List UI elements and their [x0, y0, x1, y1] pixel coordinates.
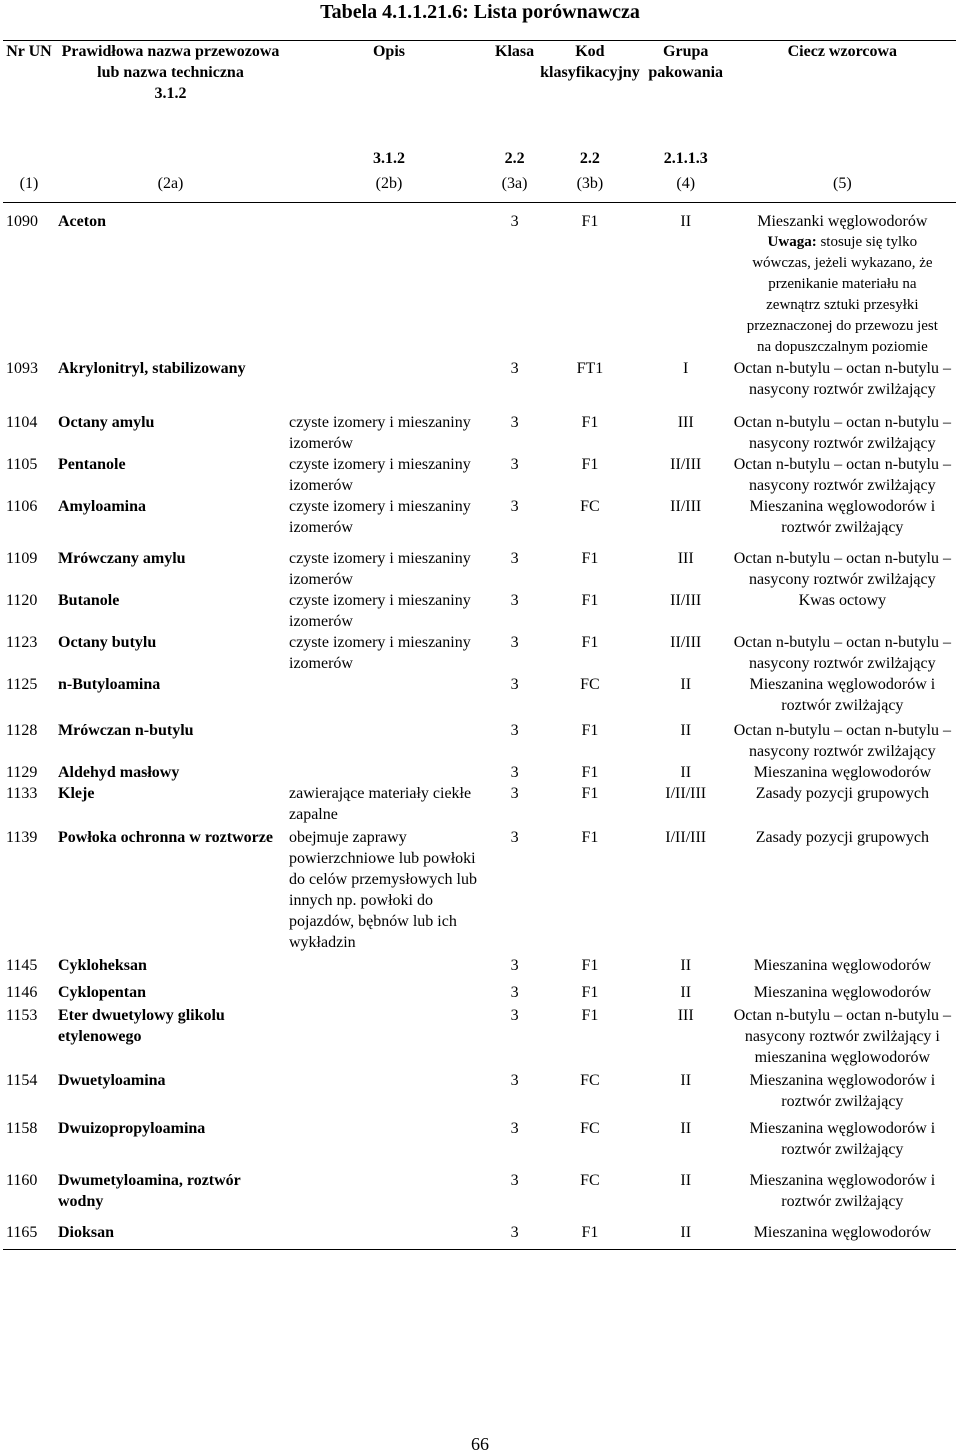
cell-grupa: II/III: [670, 634, 702, 651]
cell-klasa: 3: [510, 957, 519, 974]
cell-kod: F1: [581, 592, 599, 609]
cell-opis: [286, 674, 492, 716]
cell-klasa: 3: [510, 1120, 519, 1137]
cell-kod: F1: [581, 213, 599, 230]
cell-opis: [286, 1005, 492, 1068]
cell-kod: FC: [580, 1172, 600, 1189]
cell-opis: czyste izomery i mieszaniny izomerów: [289, 456, 471, 494]
cell-grupa: III: [677, 1007, 694, 1024]
cell-ciecz: Octan n-butylu – octan n-butylu –nasycony roztwór zwilżający: [733, 722, 951, 760]
spacer-cell: [3, 400, 956, 412]
cell-kod: F1: [581, 634, 599, 651]
table-row: [3, 548, 956, 590]
comparison-table: [3, 40, 956, 1256]
cell-grupa: II: [680, 984, 692, 1001]
cell-opis: obejmuje zaprawy powierzchniowe lub powłoki do celów przemysłowych lub innych np. powłoki do pojazdów, bębnów lub ich wykładzin: [289, 829, 477, 951]
cell-opis: [286, 720, 492, 762]
cell-ciecz: Octan n-butylu – octan n-butylu –nasycony roztwór zwilżający: [733, 550, 951, 588]
cell-kod: F1: [581, 414, 599, 431]
cell-klasa: 3: [510, 456, 519, 473]
cell-grupa: II/III: [670, 498, 702, 515]
table-row: [3, 203, 956, 359]
table-row: [3, 1222, 956, 1250]
cell-grupa: II/III: [670, 456, 702, 473]
cell-grupa: I: [683, 360, 689, 377]
table-row: [3, 674, 956, 716]
cell-nr: 1133: [6, 785, 38, 802]
cell-klasa: 3: [510, 1172, 519, 1189]
header-kod: [537, 41, 643, 170]
cell-opis: [286, 1070, 492, 1112]
spacer-cell: [3, 538, 956, 548]
note-text: stosuje się tylko wówczas, jeżeli wykazano, że przenikanie materiału na zewnątrz sztuki przesyłki przeznaczonej do przewozu jest na dopuszczalnym poziomie: [746, 234, 938, 355]
column-number: (2b): [286, 169, 492, 203]
cell-klasa: 3: [510, 213, 519, 230]
cell-kod: F1: [581, 722, 599, 739]
cell-nr: 1109: [6, 550, 38, 567]
cell-grupa: II: [680, 722, 692, 739]
cell-klasa: 3: [510, 1007, 519, 1024]
spacer-cell: [3, 1160, 956, 1170]
header-opis: [286, 41, 492, 170]
header-kod-label: Kod klasyfikacyjny: [540, 43, 640, 81]
cell-kod: FC: [580, 1120, 600, 1137]
row-spacer: [3, 538, 956, 548]
cell-kod: F1: [581, 1007, 599, 1024]
cell-ciecz: Mieszanina węglowodorów: [753, 764, 931, 781]
column-number: (3b): [537, 169, 643, 203]
cell-grupa: II: [680, 1120, 692, 1137]
table-row: [3, 496, 956, 538]
cell-opis: [286, 762, 492, 783]
cell-kod: F1: [581, 456, 599, 473]
cell-name: Pentanole: [58, 456, 126, 473]
header-opis-label: Opis: [372, 43, 405, 60]
header-klasa: [492, 41, 537, 170]
cell-ciecz: Octan n-butylu – octan n-butylu –nasycony roztwór zwilżający: [733, 360, 951, 398]
cell-klasa: 3: [510, 550, 519, 567]
cell-grupa: III: [677, 414, 694, 431]
cell-opis: [286, 1170, 492, 1212]
cell-nr: 1106: [6, 498, 38, 515]
cell-name: Octany butylu: [58, 634, 157, 651]
cell-klasa: 3: [492, 1222, 537, 1250]
cell-nr: 1123: [6, 634, 38, 651]
cell-name: Dwuizopropyloamina: [58, 1120, 206, 1137]
cell-ciecz: Zasady pozycji grupowych: [755, 829, 929, 846]
cell-nr: 1165: [3, 1222, 55, 1250]
cell-nr: 1139: [6, 829, 38, 846]
spacer-cell: [3, 1250, 956, 1257]
cell-name: Eter dwuetylowy glikolu etylenowego: [58, 1007, 225, 1045]
cell-name: Dwuetyloamina: [58, 1072, 166, 1089]
header-opis-ref: 3.1.2: [373, 150, 405, 167]
cell-name: Powłoka ochronna w roztworze: [58, 829, 273, 846]
cell-name: Aldehyd masłowy: [58, 764, 180, 781]
cell-klasa: 3: [510, 984, 519, 1001]
cell-klasa: 3: [510, 785, 519, 802]
spacer-cell: [3, 1212, 956, 1222]
cell-opis: [286, 1118, 492, 1160]
cell-name: Mrówczan n-butylu: [58, 722, 194, 739]
cell-grupa: II: [680, 213, 692, 230]
column-number: (2a): [55, 169, 286, 203]
header-row: [3, 41, 956, 170]
cell-ciecz: [729, 203, 956, 359]
cell-ciecz: Zasady pozycji grupowych: [755, 785, 929, 802]
cell-nr: 1160: [6, 1172, 38, 1189]
cell-ciecz: Mieszanina węglowodorów: [753, 984, 931, 1001]
cell-ciecz: Mieszanina węglowodorów i roztwór zwilżający: [749, 676, 936, 714]
cell-klasa: 3: [510, 829, 519, 846]
header-grupa: [643, 41, 729, 170]
cell-nr: 1146: [6, 984, 38, 1001]
cell-grupa: II: [680, 676, 692, 693]
cell-nr: 1104: [6, 414, 38, 431]
cell-grupa: II: [680, 957, 692, 974]
cell-opis: czyste izomery i mieszaniny izomerów: [289, 414, 471, 452]
column-number: (4): [643, 169, 729, 203]
table-row: [3, 454, 956, 496]
cell-kod: F1: [581, 984, 599, 1001]
header-klasa-label: Klasa: [495, 43, 535, 60]
cell-nr: 1090: [6, 213, 38, 230]
cell-grupa: II: [680, 764, 692, 781]
cell-ciecz: Mieszanina węglowodorów i roztwór zwilżający: [749, 1172, 936, 1210]
table-row: [3, 1170, 956, 1212]
cell-grupa: II: [643, 1222, 729, 1250]
cell-name: Dwumetyloamina, roztwór wodny: [58, 1172, 241, 1210]
cell-ciecz: Octan n-butylu – octan n-butylu –nasycony roztwór zwilżający: [733, 414, 951, 452]
cell-nr: 1093: [6, 360, 38, 377]
table-row: [3, 982, 956, 1003]
cell-opis: [286, 955, 492, 976]
cell-ciecz: Mieszanina węglowodorów: [729, 1222, 956, 1250]
cell-grupa: II: [680, 1172, 692, 1189]
cell-name: Butanole: [58, 592, 120, 609]
cell-nr: 1145: [6, 957, 38, 974]
row-spacer: [3, 1212, 956, 1222]
cell-ciecz: Mieszanina węglowodorów i roztwór zwilżający: [749, 1120, 936, 1158]
table-row: [3, 1005, 956, 1068]
column-number: (5): [729, 169, 956, 203]
cell-name: Cyklopentan: [58, 984, 147, 1001]
cell-klasa: 3: [510, 722, 519, 739]
cell-opis: [286, 358, 492, 400]
table-row: [3, 827, 956, 953]
header-ciecz: Ciecz wzorcowa: [729, 41, 956, 170]
cell-name: Mrówczany amylu: [58, 550, 186, 567]
ciecz-note: [732, 232, 953, 358]
cell-nr: 1105: [6, 456, 38, 473]
cell-kod: F1: [581, 764, 599, 781]
cell-grupa: I/II/III: [665, 785, 707, 802]
table-row: [3, 762, 956, 783]
cell-grupa: II: [680, 1072, 692, 1089]
cell-opis: czyste izomery i mieszaniny izomerów: [289, 592, 471, 630]
cell-kod: F1: [581, 957, 599, 974]
cell-ciecz: Octan n-butylu – octan n-butylu –nasycony roztwór zwilżający: [733, 634, 951, 672]
cell-grupa: III: [677, 550, 694, 567]
row-spacer: [3, 1250, 956, 1257]
cell-name: Dioksan: [55, 1222, 286, 1250]
table-row: [3, 1118, 956, 1160]
cell-grupa: II/III: [670, 592, 702, 609]
cell-ciecz: Mieszanina węglowodorów i roztwór zwilżający: [749, 498, 936, 536]
table-body: [3, 203, 956, 1257]
cell-nr: 1154: [6, 1072, 38, 1089]
cell-klasa: 3: [510, 1072, 519, 1089]
cell-klasa: 3: [510, 498, 519, 515]
cell-opis: [286, 982, 492, 1003]
table-row: [3, 358, 956, 400]
table-row: [3, 412, 956, 454]
cell-ciecz: Mieszanina węglowodorów: [753, 957, 931, 974]
cell-opis: czyste izomery i mieszaniny izomerów: [289, 634, 471, 672]
cell-ciecz: Kwas octowy: [798, 592, 887, 609]
cell-ciecz: Mieszanina węglowodorów i roztwór zwilżający: [749, 1072, 936, 1110]
table-row: [3, 632, 956, 674]
cell-name: Akrylonitryl, stabilizowany: [58, 360, 246, 377]
cell-kod: F1: [581, 550, 599, 567]
cell-opis: [286, 1222, 492, 1250]
cell-kod: F1: [537, 1222, 643, 1250]
cell-klasa: 3: [510, 764, 519, 781]
cell-klasa: 3: [510, 676, 519, 693]
header-klasa-ref: 2.2: [504, 150, 525, 167]
cell-name: n-Butyloamina: [58, 676, 161, 693]
cell-nr: 1125: [6, 676, 38, 693]
cell-kod: FT1: [576, 360, 604, 377]
cell-kod: FC: [580, 498, 600, 515]
row-spacer: [3, 400, 956, 412]
header-name-ref: 3.1.2: [154, 85, 187, 102]
page-number: 66: [471, 1434, 489, 1454]
cell-opis: zawierające materiały ciekłe zapalne: [289, 785, 472, 823]
header-kod-ref: 2.2: [579, 150, 600, 167]
cell-kod: F1: [581, 785, 599, 802]
cell-nr: 1153: [6, 1007, 38, 1024]
header-name: [55, 41, 286, 170]
table-row: [3, 1070, 956, 1112]
cell-grupa: I/II/III: [665, 829, 707, 846]
cell-nr: 1120: [6, 592, 38, 609]
cell-klasa: 3: [510, 360, 519, 377]
cell-name: Cykloheksan: [58, 957, 147, 974]
cell-kod: F1: [581, 829, 599, 846]
note-label: Uwaga:: [767, 234, 817, 250]
cell-klasa: 3: [510, 634, 519, 651]
header-grupa-ref: 2.1.1.3: [663, 150, 708, 167]
column-number-row: [3, 169, 956, 203]
cell-nr: 1129: [6, 764, 38, 781]
cell-ciecz: Octan n-butylu – octan n-butylu –nasycony roztwór zwilżający i mieszanina węglowodorów: [733, 1007, 951, 1066]
cell-opis: czyste izomery i mieszaniny izomerów: [289, 550, 471, 588]
cell-klasa: 3: [510, 592, 519, 609]
cell-nr: 1158: [6, 1120, 38, 1137]
table-title: Tabela 4.1.1.21.6: Lista porównawcza: [320, 1, 640, 23]
cell-name: Amyloamina: [58, 498, 146, 515]
cell-opis: czyste izomery i mieszaniny izomerów: [289, 498, 471, 536]
cell-name: Kleje: [58, 785, 95, 802]
cell-name: Octany amylu: [58, 414, 155, 431]
row-spacer: [3, 1160, 956, 1170]
table-row: [3, 783, 956, 825]
header-name-label: Prawidłowa nazwa przewozowa lub nazwa techniczna: [61, 43, 280, 81]
column-number: (1): [3, 169, 55, 203]
cell-name: Aceton: [58, 213, 106, 230]
cell-nr: 1128: [6, 722, 38, 739]
cell-kod: FC: [580, 1072, 600, 1089]
table-row: [3, 955, 956, 976]
ciecz-main: Mieszanki węglowodorów: [757, 213, 928, 230]
cell-opis: [286, 203, 492, 359]
table-row: [3, 590, 956, 632]
cell-kod: FC: [580, 676, 600, 693]
cell-klasa: 3: [510, 414, 519, 431]
header-grupa-label: Grupa pakowania: [648, 43, 724, 81]
column-number: (3a): [492, 169, 537, 203]
table-row: [3, 720, 956, 762]
header-nr: Nr UN: [3, 41, 55, 170]
cell-ciecz: Octan n-butylu – octan n-butylu –nasycony roztwór zwilżający: [733, 456, 951, 494]
